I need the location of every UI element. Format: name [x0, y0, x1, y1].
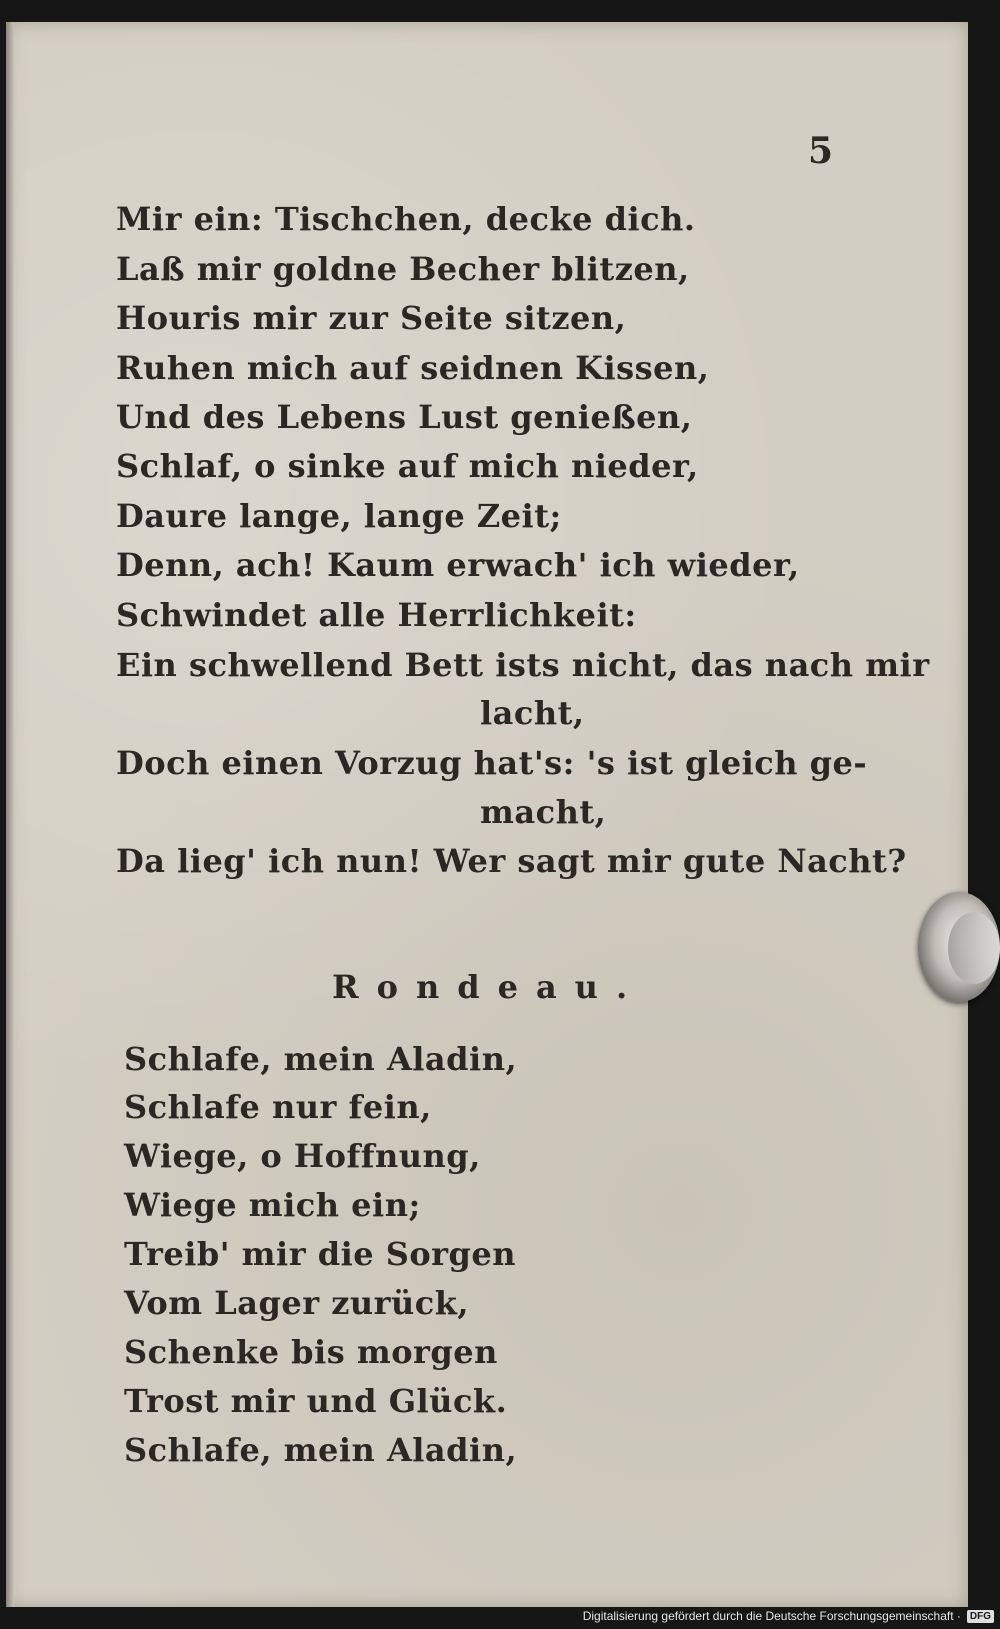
digitization-credit [583, 1605, 994, 1627]
poem-line: Da lieg' ich nun! Wer sagt mir gute Nacht? [116, 842, 907, 880]
poem-line: Schlaf, o sinke auf mich nieder, [116, 447, 699, 485]
dfg-logo: DFG [967, 1610, 994, 1623]
poem-line: Mir ein: Tischchen, decke dich. [116, 200, 696, 238]
page-clip-highlight [948, 912, 1000, 984]
rondeau-line: Wiege, o Hoffnung, [124, 1137, 481, 1175]
page-number: 5 [808, 130, 834, 172]
poem-line-continuation: lacht, [480, 694, 585, 732]
poem-line: Und des Lebens Lust genießen, [116, 398, 693, 436]
poem-line: Ruhen mich auf seidnen Kissen, [116, 349, 710, 387]
rondeau-line: Trost mir und Glück. [124, 1382, 508, 1420]
poem-line: Doch einen Vorzug hat's: 's ist gleich ge- [116, 744, 868, 782]
section-heading: Rondeau. [332, 968, 646, 1006]
rondeau-line: Schenke bis morgen [124, 1333, 498, 1371]
rondeau-line: Schlafe, mein Aladin, [124, 1040, 518, 1078]
poem-line: Ein schwellend Bett ists nicht, das nach mir [116, 646, 930, 684]
poem-line-continuation: macht, [480, 793, 607, 831]
rondeau-line: Schlafe nur fein, [124, 1088, 432, 1126]
rondeau-line: Wiege mich ein; [124, 1186, 421, 1224]
rondeau-line: Vom Lager zurück, [124, 1284, 470, 1322]
rondeau-line: Treib' mir die Sorgen [124, 1235, 517, 1273]
poem-line: Schwindet alle Herrlichkeit: [116, 596, 637, 634]
poem-line: Laß mir goldne Becher blitzen, [116, 250, 690, 288]
page-edge [6, 22, 14, 1607]
rondeau-line: Schlafe, mein Aladin, [124, 1431, 518, 1469]
poem-line: Daure lange, lange Zeit; [116, 497, 562, 535]
poem-line: Denn, ach! Kaum erwach' ich wieder, [116, 546, 800, 584]
poem-line: Houris mir zur Seite sitzen, [116, 299, 627, 337]
credit-text: Digitalisierung gefördert durch die Deutsche Forschungsgemeinschaft · [582, 1609, 961, 1623]
